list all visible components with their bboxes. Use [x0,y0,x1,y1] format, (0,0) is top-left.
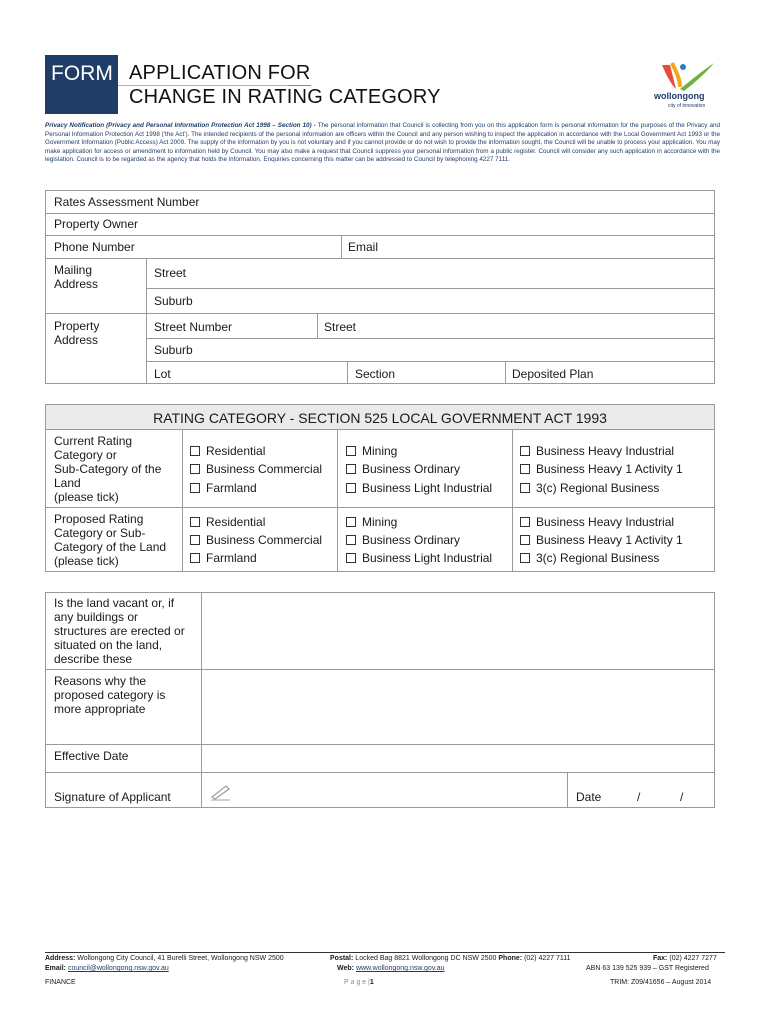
section-label: Section [355,367,396,381]
proposed-business-heavy-industrial-checkbox[interactable]: Business Heavy Industrial [520,515,674,529]
footer-address: Address: Wollongong City Council, 41 Burelli Street, Wollongong NSW 2500 [45,955,284,962]
effective-date-field[interactable] [202,745,714,772]
proposed-mining-checkbox[interactable]: Mining [346,515,397,529]
mailing-address-label: Mailing Address [54,263,99,291]
reasons-field[interactable] [202,670,714,744]
current-residential-checkbox[interactable]: Residential [190,444,265,458]
proposed-farmland-checkbox[interactable]: Farmland [190,551,257,565]
rating-category-title: RATING CATEGORY - SECTION 525 LOCAL GOVERNMENT ACT 1993 [45,404,715,430]
proposed-regional-business-checkbox[interactable]: 3(c) Regional Business [520,551,659,565]
title-rule [118,85,288,86]
footer-abn: ABN 63 139 525 939 – GST Registered [586,965,709,972]
title-line-2: CHANGE IN RATING CATEGORY [129,86,441,108]
property-address-label: Property Address [54,319,100,347]
current-rating-label: Current Rating Category or Sub-Category of the Land (please tick) [54,434,162,504]
street-number-label: Street Number [154,320,233,334]
mailing-suburb-label: Suburb [154,294,193,308]
signature-field[interactable] [202,773,567,808]
footer-postal: Postal: Locked Bag 8821 Wollongong DC NSW 2500 Phone: (02) 4227 7111 [330,955,571,962]
proposed-business-commercial-checkbox[interactable]: Business Commercial [190,533,322,547]
privacy-heading: Privacy Notification (Privacy and Personal Information Protection Act 1998 – Section 10) - [45,122,316,129]
email-link[interactable]: council@wollongong.nsw.gov.au [67,965,169,972]
lot-label: Lot [154,367,171,381]
current-farmland-checkbox[interactable]: Farmland [190,481,257,495]
proposed-business-light-industrial-checkbox[interactable]: Business Light Industrial [346,551,492,565]
proposed-rating-label: Proposed Rating Category or Sub- Category of the Land (please tick) [54,512,167,568]
proposed-residential-checkbox[interactable]: Residential [190,515,265,529]
form-tab: FORM [45,55,118,114]
email-label: Email [348,240,379,254]
proposed-business-ordinary-checkbox[interactable]: Business Ordinary [346,533,460,547]
property-suburb-label: Suburb [154,343,193,357]
vacant-land-label: Is the land vacant or, if any buildings or structures are erected or situated on the land, describe these [54,596,185,666]
current-business-commercial-checkbox[interactable]: Business Commercial [190,462,322,476]
current-regional-business-checkbox[interactable]: 3(c) Regional Business [520,481,659,495]
date-label: Date [576,790,602,804]
current-business-ordinary-checkbox[interactable]: Business Ordinary [346,462,460,476]
vacant-land-field[interactable] [202,593,714,669]
pen-icon [210,783,232,801]
footer-email: Email: council@wollongong.nsw.gov.au [45,965,169,972]
date-separator-2: / [680,790,684,804]
footer-department: FINANCE [45,979,76,986]
web-link[interactable]: www.wollongong.nsw.gov.au [355,965,445,972]
property-street-label: Street [324,320,357,334]
deposited-plan-label: Deposited Plan [512,367,594,381]
current-business-heavy-1-checkbox[interactable]: Business Heavy 1 Activity 1 [520,462,683,476]
current-business-light-industrial-checkbox[interactable]: Business Light Industrial [346,481,492,495]
rates-assessment-label: Rates Assessment Number [54,195,200,209]
footer-trim: TRIM: Z09/41656 – August 2014 [610,979,712,986]
mailing-street-label: Street [154,266,187,280]
signature-label: Signature of Applicant [54,790,171,804]
current-mining-checkbox[interactable]: Mining [346,444,397,458]
reasons-label: Reasons why the proposed category is more appropriate [54,674,166,716]
proposed-business-heavy-1-checkbox[interactable]: Business Heavy 1 Activity 1 [520,533,683,547]
title-line-1: APPLICATION FOR [129,62,311,84]
current-business-heavy-industrial-checkbox[interactable]: Business Heavy Industrial [520,444,674,458]
logo-name: wollongong [654,91,705,101]
privacy-notice [45,122,720,165]
footer-fax: Fax: (02) 4227 7277 [653,955,717,962]
footer-rule [45,952,725,953]
property-owner-label: Property Owner [54,217,139,231]
phone-label: Phone Number [54,240,135,254]
privacy-body: The personal information that Council is collecting from you on this application form is personal information for the purposes of the Privacy and Personal Information Protection Act 1998 ('the Act'). The intended recipients of the personal information are officers within the Council and any person wishing to inspect the application in accordance with the Local Government Act 1993 or the Government Information (Public Access) Act 2009. The supply of the information by you is not voluntary and if you cannot provide or do not wish to provide the information sought, the Council will be unable to process your application. You may make application for access or amendment to information held by Council. You may also make a request that Council suppress your personal information from a public register. Council will consider any such application in accordance with the legislation. Council is to be regarded as the agency that holds the information. Enquiries concerning this matter can be addressed to Council by telephoning 4227 7111. [45,122,720,164]
logo-tagline: city of innovation [668,103,706,109]
page-number: P a g e |1 [344,979,374,986]
date-separator-1: / [637,790,641,804]
effective-date-label: Effective Date [54,749,129,763]
footer-web: Web: www.wollongong.nsw.gov.au [337,965,445,972]
